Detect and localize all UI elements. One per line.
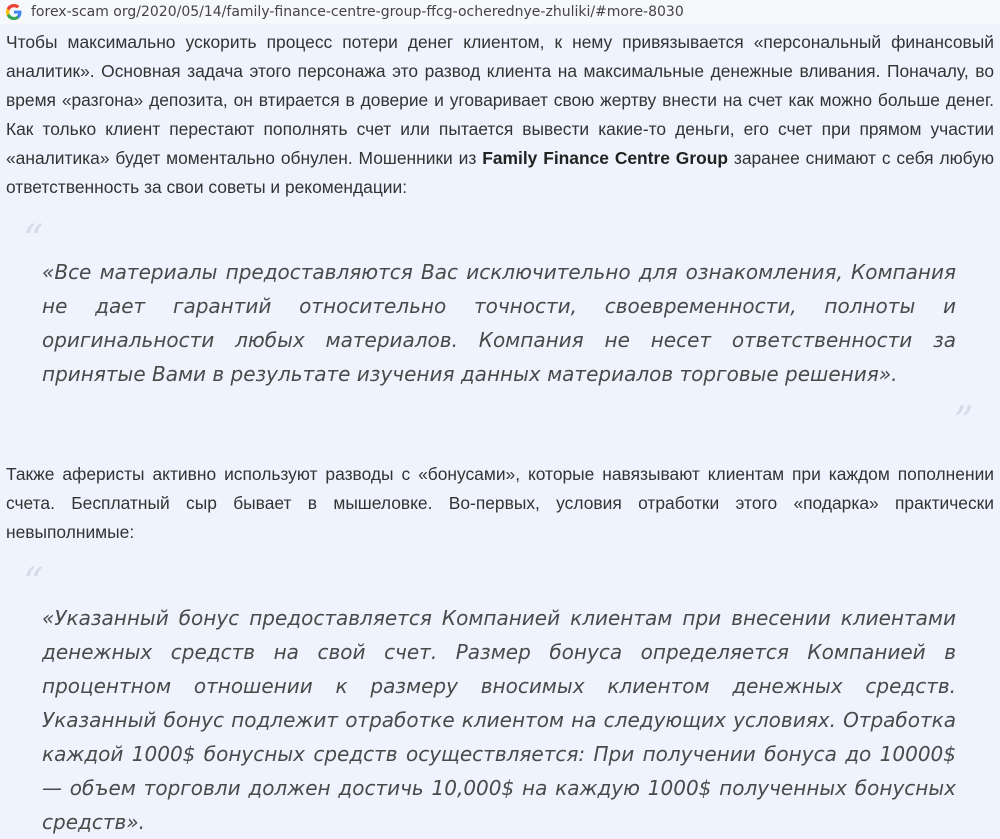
open-quote-icon: “: [23, 560, 44, 606]
article-content: [6, 28, 994, 839]
close-quote-icon: ”: [953, 399, 974, 445]
paragraph-2: Также аферисты активно используют разводы с «бонусами», которые навязывают клиентам при каждом пополнении счета. Бесплатный сыр бывает в мышеловке. Во-первых, условия отработки этого «подарка» практически невыполнимые:: [6, 464, 994, 542]
blockquote-1: [6, 210, 994, 460]
url-text[interactable]: forex-scam org/2020/05/14/family-finance-centre-group-ffcg-ocherednye-zhuliki/#more-8030: [31, 4, 684, 20]
google-g-icon: [5, 3, 23, 21]
paragraph-1-text-after: заранее снимают с себя любую ответственность за свои советы и рекомендации:: [6, 148, 994, 197]
open-quote-icon: “: [23, 217, 44, 263]
paragraph-1: [6, 28, 994, 202]
company-name: Family Finance Centre Group: [482, 148, 728, 168]
paragraph-1-text-before: Чтобы максимально ускорить процесс потери денег клиентом, к нему привязывается «персональный финансовый аналитик». Основная задача этого персонажа это развод клиента на максимальные денежные вливания. Поначалу, во время «разгона» депозита, он втирается в доверие и уговаривает свою жертву внести на счет как можно больше денег. Как только клиент перестают пополнять счет или пытается вывести какие-то деньги, его счет при прямом участии «аналитика» будет моментально обнулен. Мошенники из: [6, 32, 994, 168]
url-bar[interactable]: [0, 0, 1000, 24]
blockquote-2: [6, 553, 994, 839]
quote-2-text: «Указанный бонус предоставляется Компанией клиентам при внесении клиентами денежных средств на свой счет. Размер бонуса определяется Компанией в процентном отношении к размеру вносимых клиентом денежных средств. Указанный бонус подлежит отработке клиентом на следующих условиях. Отработка каждой 1000$ бонусных средств осуществляется: При получении бонуса до 10000$ — объем торговли должен достичь 10,000$ на каждую 1000$ полученных бонусных средств».: [42, 606, 956, 834]
quote-1-text: «Все материалы предоставляются Вас исключительно для ознакомления, Компания не дает гарантий относительно точности, своевременности, полноты и оригинальности любых материалов. Компания не несет ответственности за принятые Вами в результате изучения данных материалов торговые решения».: [42, 260, 956, 386]
